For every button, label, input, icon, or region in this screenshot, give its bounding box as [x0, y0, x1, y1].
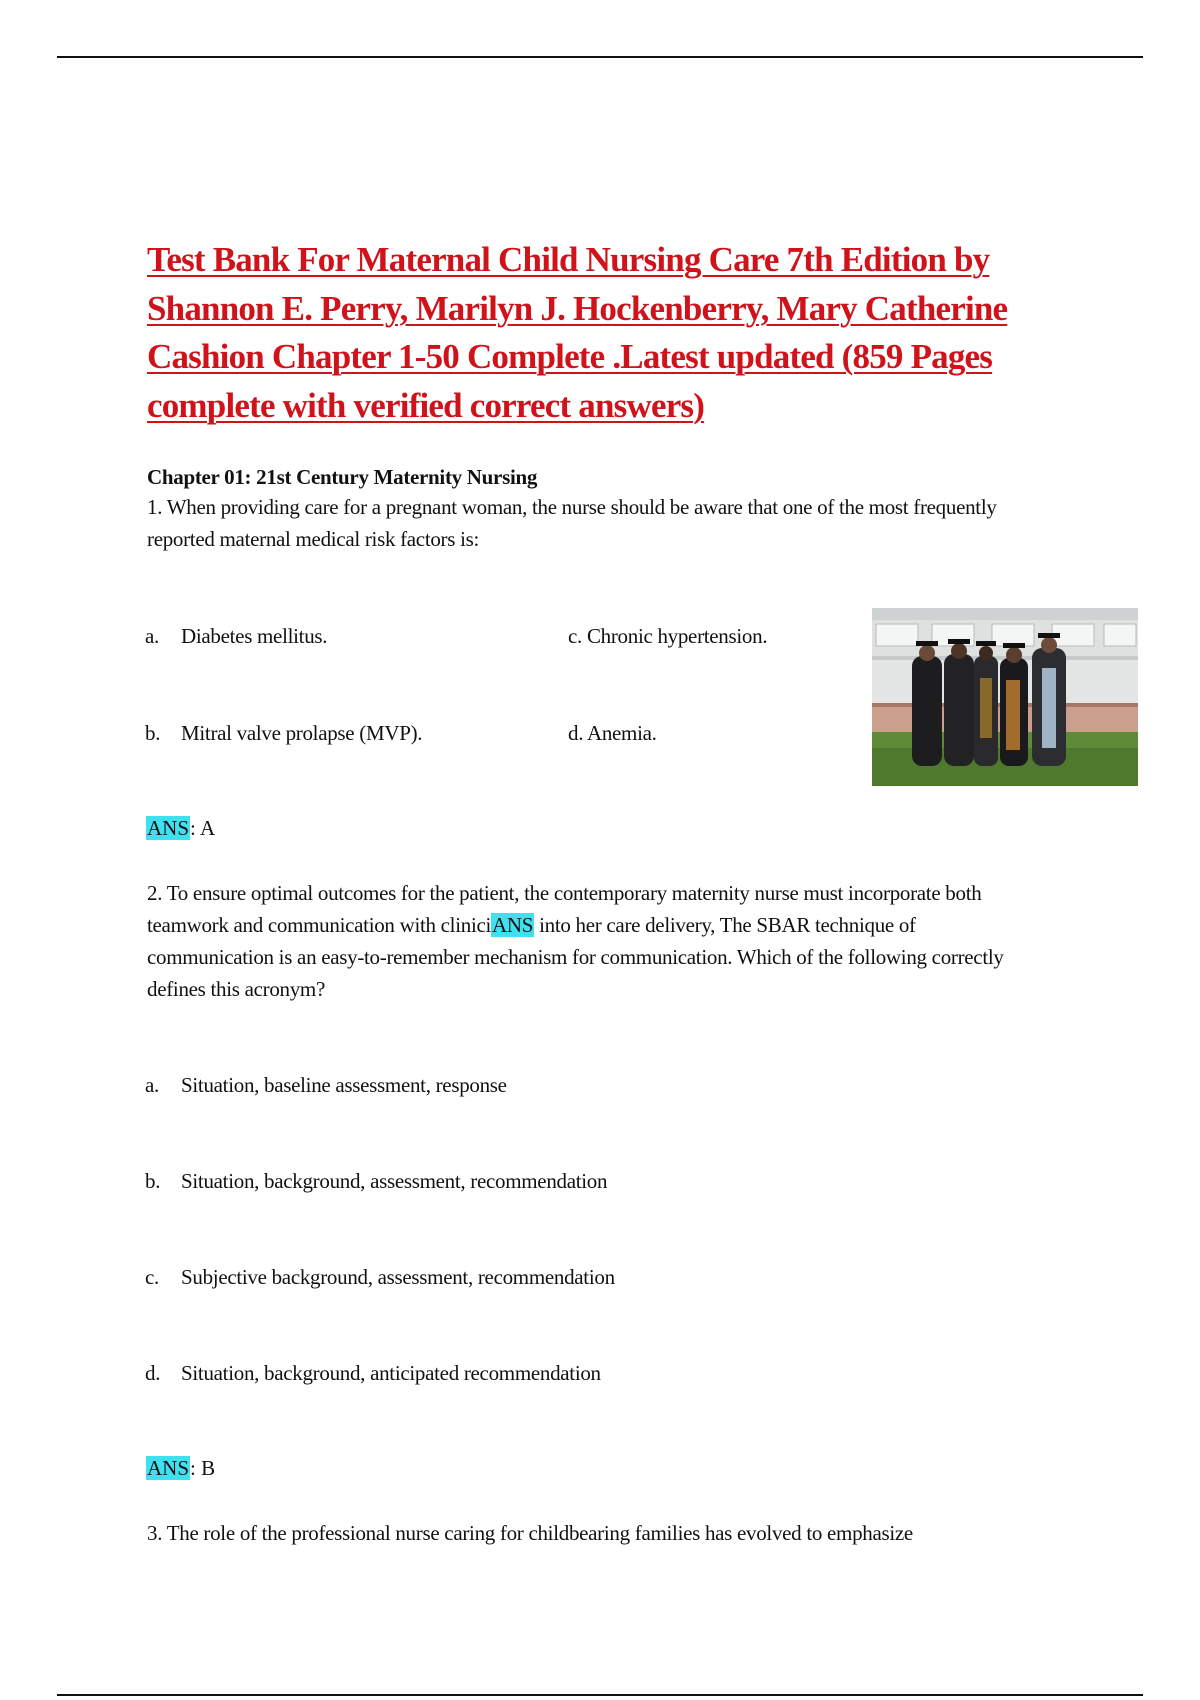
option-text: Situation, baseline assessment, response — [181, 1073, 507, 1097]
question-2-highlight: ANS — [492, 913, 534, 937]
option-letter: a. — [145, 1073, 159, 1097]
question-2-text — [147, 877, 1047, 1005]
option-text: Chronic hypertension. — [586, 624, 768, 648]
option-text: Diabetes mellitus. — [181, 624, 328, 648]
option-text: Situation, background, assessment, recommendation — [181, 1169, 608, 1193]
option-text: Mitral valve prolapse (MVP). — [181, 721, 423, 745]
answer-label: ANS — [147, 816, 190, 840]
option-letter: b. — [145, 721, 161, 745]
header-rule — [57, 56, 1143, 58]
option-text: Anemia. — [586, 721, 657, 745]
option-letter: d. — [145, 1361, 161, 1385]
q2-answer — [146, 1453, 215, 1483]
document-title — [147, 236, 1077, 430]
question-2-text-after: into her care delivery, The SBAR technique of communication is an easy-to-remember mechanism for communication. Which of the following correctly defines this acronym? — [147, 913, 1004, 1001]
option-text: Situation, background, anticipated recommendation — [181, 1361, 601, 1385]
question-3-text: 3. The role of the professional nurse caring for childbearing families has evolved to emphasize — [147, 1521, 913, 1545]
q1-option-d — [568, 718, 657, 748]
option-letter: c. — [568, 624, 582, 648]
q2-option-a — [145, 1070, 507, 1100]
q1-option-b — [145, 718, 422, 748]
graduation-photo — [872, 608, 1138, 786]
q2-option-c — [145, 1262, 615, 1292]
title-line-2: Shannon E. Perry, Marilyn J. Hockenberry, Mary Catherine — [147, 288, 1008, 328]
q2-option-d — [145, 1358, 601, 1388]
question-1-text: 1. When providing care for a pregnant woman, the nurse should be aware that one of the most frequently reported maternal medical risk factors is: — [147, 495, 997, 551]
title-line-1: Test Bank For Maternal Child Nursing Care 7th Edition by — [147, 240, 990, 279]
footer-rule — [57, 1694, 1143, 1696]
option-letter: b. — [145, 1169, 161, 1193]
title-line-3: Cashion Chapter 1-50 Complete .Latest updated (859 Pages — [147, 337, 993, 376]
answer-value: : B — [190, 1456, 216, 1480]
q2-option-b — [145, 1166, 607, 1196]
q1-option-c — [568, 621, 767, 651]
option-text: Subjective background, assessment, recommendation — [181, 1265, 615, 1289]
title-line-4: complete with verified correct answers) — [147, 385, 705, 425]
question-2-text-before: 2. To ensure optimal outcomes for the patient, the contemporary maternity nurse must incorporate both teamwork and communication with clinici — [147, 881, 982, 937]
option-letter: a. — [145, 624, 159, 648]
answer-label: ANS — [147, 1456, 190, 1480]
option-letter: d. — [568, 721, 584, 745]
option-letter: c. — [145, 1265, 159, 1289]
q1-option-a — [145, 621, 327, 651]
q1-answer — [146, 813, 215, 843]
answer-value: : A — [190, 816, 216, 840]
chapter-heading: Chapter 01: 21st Century Maternity Nursing — [147, 465, 538, 489]
